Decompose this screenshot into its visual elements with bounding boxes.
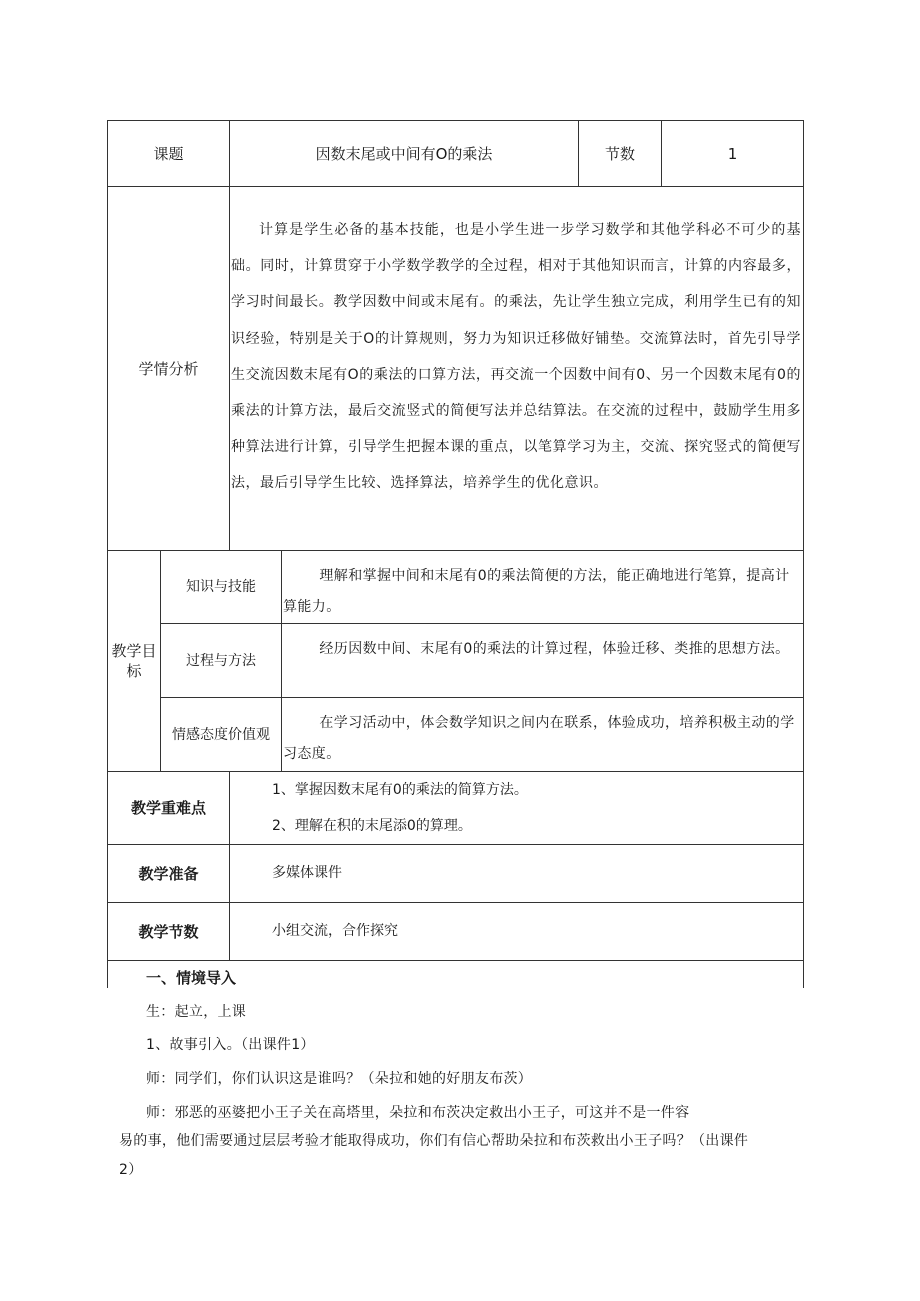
- objective-paragraph: 在学习活动中，体会数学知识之间内在联系，体验成功，培养积极主动的学习态度。: [283, 715, 795, 762]
- section-title: 一、情境导入: [146, 969, 237, 987]
- key-point-2: 2、理解在积的末尾添0的算理。: [272, 818, 472, 834]
- analysis-paragraph: 计算是学生必备的基本技能，也是小学生进一步学习数学和其他学科必不可少的基础。同时，计算贯穿于小学数学教学的全过程，相对于其他知识而言，计算的内容最多，学习时间最长。教学因数中间或末尾有。的乘法，先让学生独立完成，利用学生已有的知识经验，特别是关于O的计算规则，努力为知识迁移做好铺垫。交流算法时，首先引导学生交流因数末尾有O的乘法的口算方法，再交流一个因数中间有0、另一个因数末尾有0的乘法的计算方法，最后交流竖式的简便写法并总结算法。在交流的过程中，鼓励学生用多种算法进行计算，引导学生把握本课的重点，以笔算学习为主，交流、探究竖式的简便写法，最后引导学生比较、选择算法，培养学生的优化意识。: [231, 222, 801, 492]
- topic-value: 因数末尾或中间有O的乘法: [315, 144, 493, 163]
- process-line: 2）: [119, 1162, 143, 1178]
- lessons-label: 节数: [604, 144, 635, 163]
- objective-text-process: [283, 634, 801, 665]
- preparation-label: 教学准备: [138, 864, 199, 883]
- objective-category-attitude: 情感态度价值观: [172, 726, 270, 743]
- objective-text-knowledge: [283, 561, 801, 623]
- preparation-value: 多媒体课件: [272, 865, 342, 881]
- objective-category-process: 过程与方法: [186, 652, 256, 669]
- objective-paragraph: 理解和掌握中间和末尾有0的乘法简便的方法，能正确地进行笔算，提高计算能力。: [283, 568, 790, 615]
- process-line: 师：同学们，你们认识这是谁吗？（朵拉和她的好朋友布茨）: [146, 1071, 533, 1087]
- topic-label: 课题: [153, 144, 184, 163]
- process-line: 生：起立，上课: [146, 1004, 247, 1020]
- objective-text-attitude: [283, 708, 801, 770]
- method-value: 小组交流，合作探究: [272, 923, 398, 939]
- analysis-text: [231, 212, 801, 502]
- process-line: 1、故事引入。（出课件1）: [146, 1037, 315, 1053]
- objective-paragraph: 经历因数中间、末尾有0的乘法的计算过程，体验迁移、类推的思想方法。: [319, 641, 790, 657]
- analysis-label: 学情分析: [138, 359, 199, 378]
- key-points-label: 教学重难点: [130, 799, 206, 817]
- objective-category-knowledge: 知识与技能: [186, 579, 256, 595]
- key-point-1: 1、掌握因数末尾有0的乘法的简算方法。: [272, 782, 528, 798]
- process-line: 易的事，他们需要通过层层考验才能取得成功，你们有信心帮助朵拉和布茨救出小王子吗？（出课件: [119, 1133, 749, 1149]
- objectives-label: 教学目标: [111, 642, 157, 680]
- lessons-value: 1: [727, 144, 738, 163]
- method-label: 教学节数: [138, 922, 199, 941]
- process-line: 师：邪恶的巫婆把小王子关在高塔里，朵拉和布茨决定救出小王子，可这并不是一件容: [146, 1105, 690, 1121]
